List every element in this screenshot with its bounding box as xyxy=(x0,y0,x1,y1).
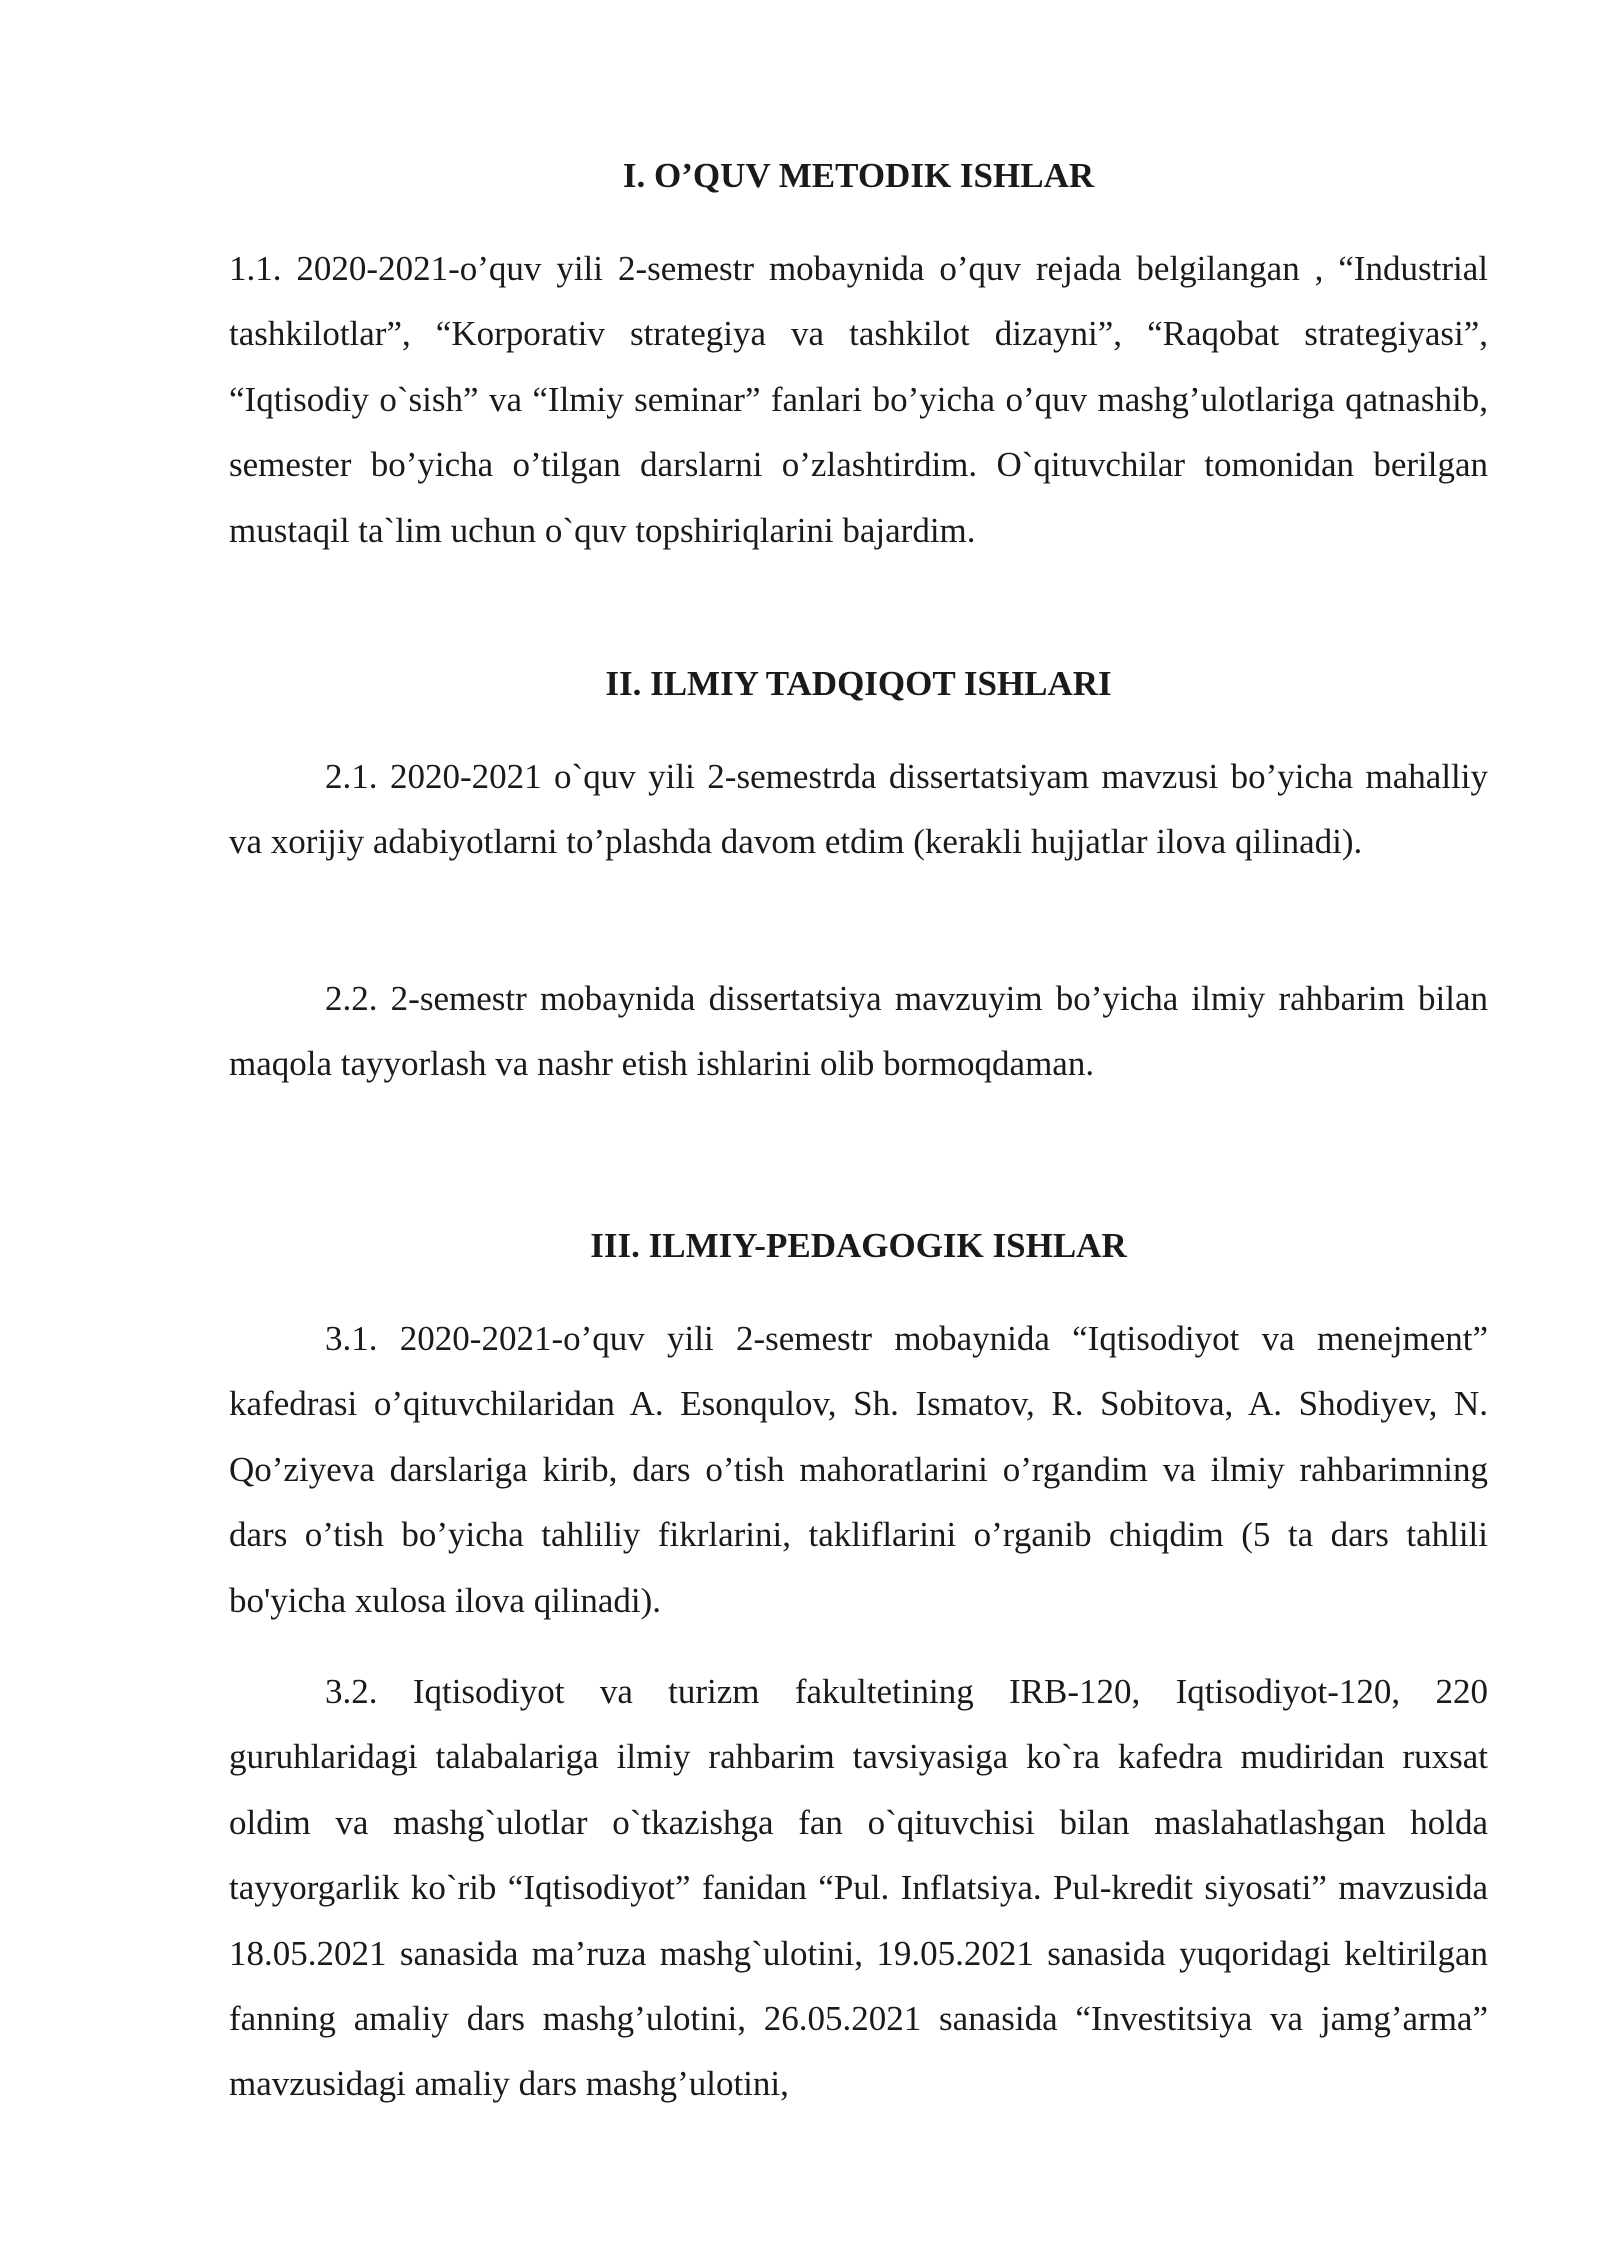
paragraph-2-2: 2.2. 2-semestr mobaynida dissertatsiya mavzuyim bo’yicha ilmiy rahbarim bilan maqola tayyorlash va nashr etish ishlarini olib bormoqdaman. xyxy=(229,979,1488,1084)
document-page xyxy=(229,0,1488,2262)
section-heading-1: I. O’QUV METODIK ISHLAR xyxy=(622,156,1095,195)
paragraph-2-1: 2.1. 2020-2021 o`quv yili 2-semestrda dissertatsiyam mavzusi bo’yicha mahalliy va xorijiy adabiyotlarni to’plashda davom etdim (kerakli hujjatlar ilova qilinadi). xyxy=(229,757,1488,862)
section-heading-3: III. ILMIY-PEDAGOGIK ISHLAR xyxy=(590,1226,1127,1265)
section-heading-2: II. ILMIY TADQIQOT ISHLARI xyxy=(605,664,1112,703)
paragraph-3-1: 3.1. 2020-2021-o’quv yili 2-semestr mobaynida “Iqtisodiyot va menejment” kafedrasi o’qituvchilaridan A. Esonqulov, Sh. Ismatov, R. Sobitova, A. Shodiyev, N. Qo’ziyeva darslariga kirib, dars o’tish mahoratlarini o’rgandim va ilmiy rahbarimning dars o’tish bo’yicha tahliliy fikrlarini, takliflarini o’rganib chiqdim (5 ta dars tahlili bo'yicha xulosa ilova qilinadi). xyxy=(229,1319,1488,1620)
paragraph-1-1: 1.1. 2020-2021-o’quv yili 2-semestr mobaynida o’quv rejada belgilangan , “Industrial tashkilotlar”, “Korporativ strategiya va tashkilot dizayni”, “Raqobat strategiyasi”, “Iqtisodiy o`sish” va “Ilmiy seminar” fanlari bo’yicha o’quv mashg’ulotlariga qatnashib, semester bo’yicha o’tilgan darslarni o’zlashtirdim. O`qituvchilar tomonidan berilgan mustaqil ta`lim uchun o`quv topshiriqlarini bajardim. xyxy=(229,249,1488,550)
paragraph-3-2: 3.2. Iqtisodiyot va turizm fakultetining IRB-120, Iqtisodiyot-120, 220 guruhlaridagi talabalariga ilmiy rahbarim tavsiyasiga ko`ra kafedra mudiridan ruxsat oldim va mashg`ulotlar o`tkazishga fan o`qituvchisi bilan maslahatlashgan holda tayyorgarlik ko`rib “Iqtisodiyot” fanidan “Pul. Inflatsiya. Pul-kredit siyosati” mavzusida 18.05.2021 sanasida ma’ruza mashg`ulotini, 19.05.2021 sanasida yuqoridagi keltirilgan fanning amaliy dars mashg’ulotini, 26.05.2021 sanasida “Investitsiya va jamg’arma” mavzusidagi amaliy dars mashg’ulotini, xyxy=(229,1672,1488,2104)
